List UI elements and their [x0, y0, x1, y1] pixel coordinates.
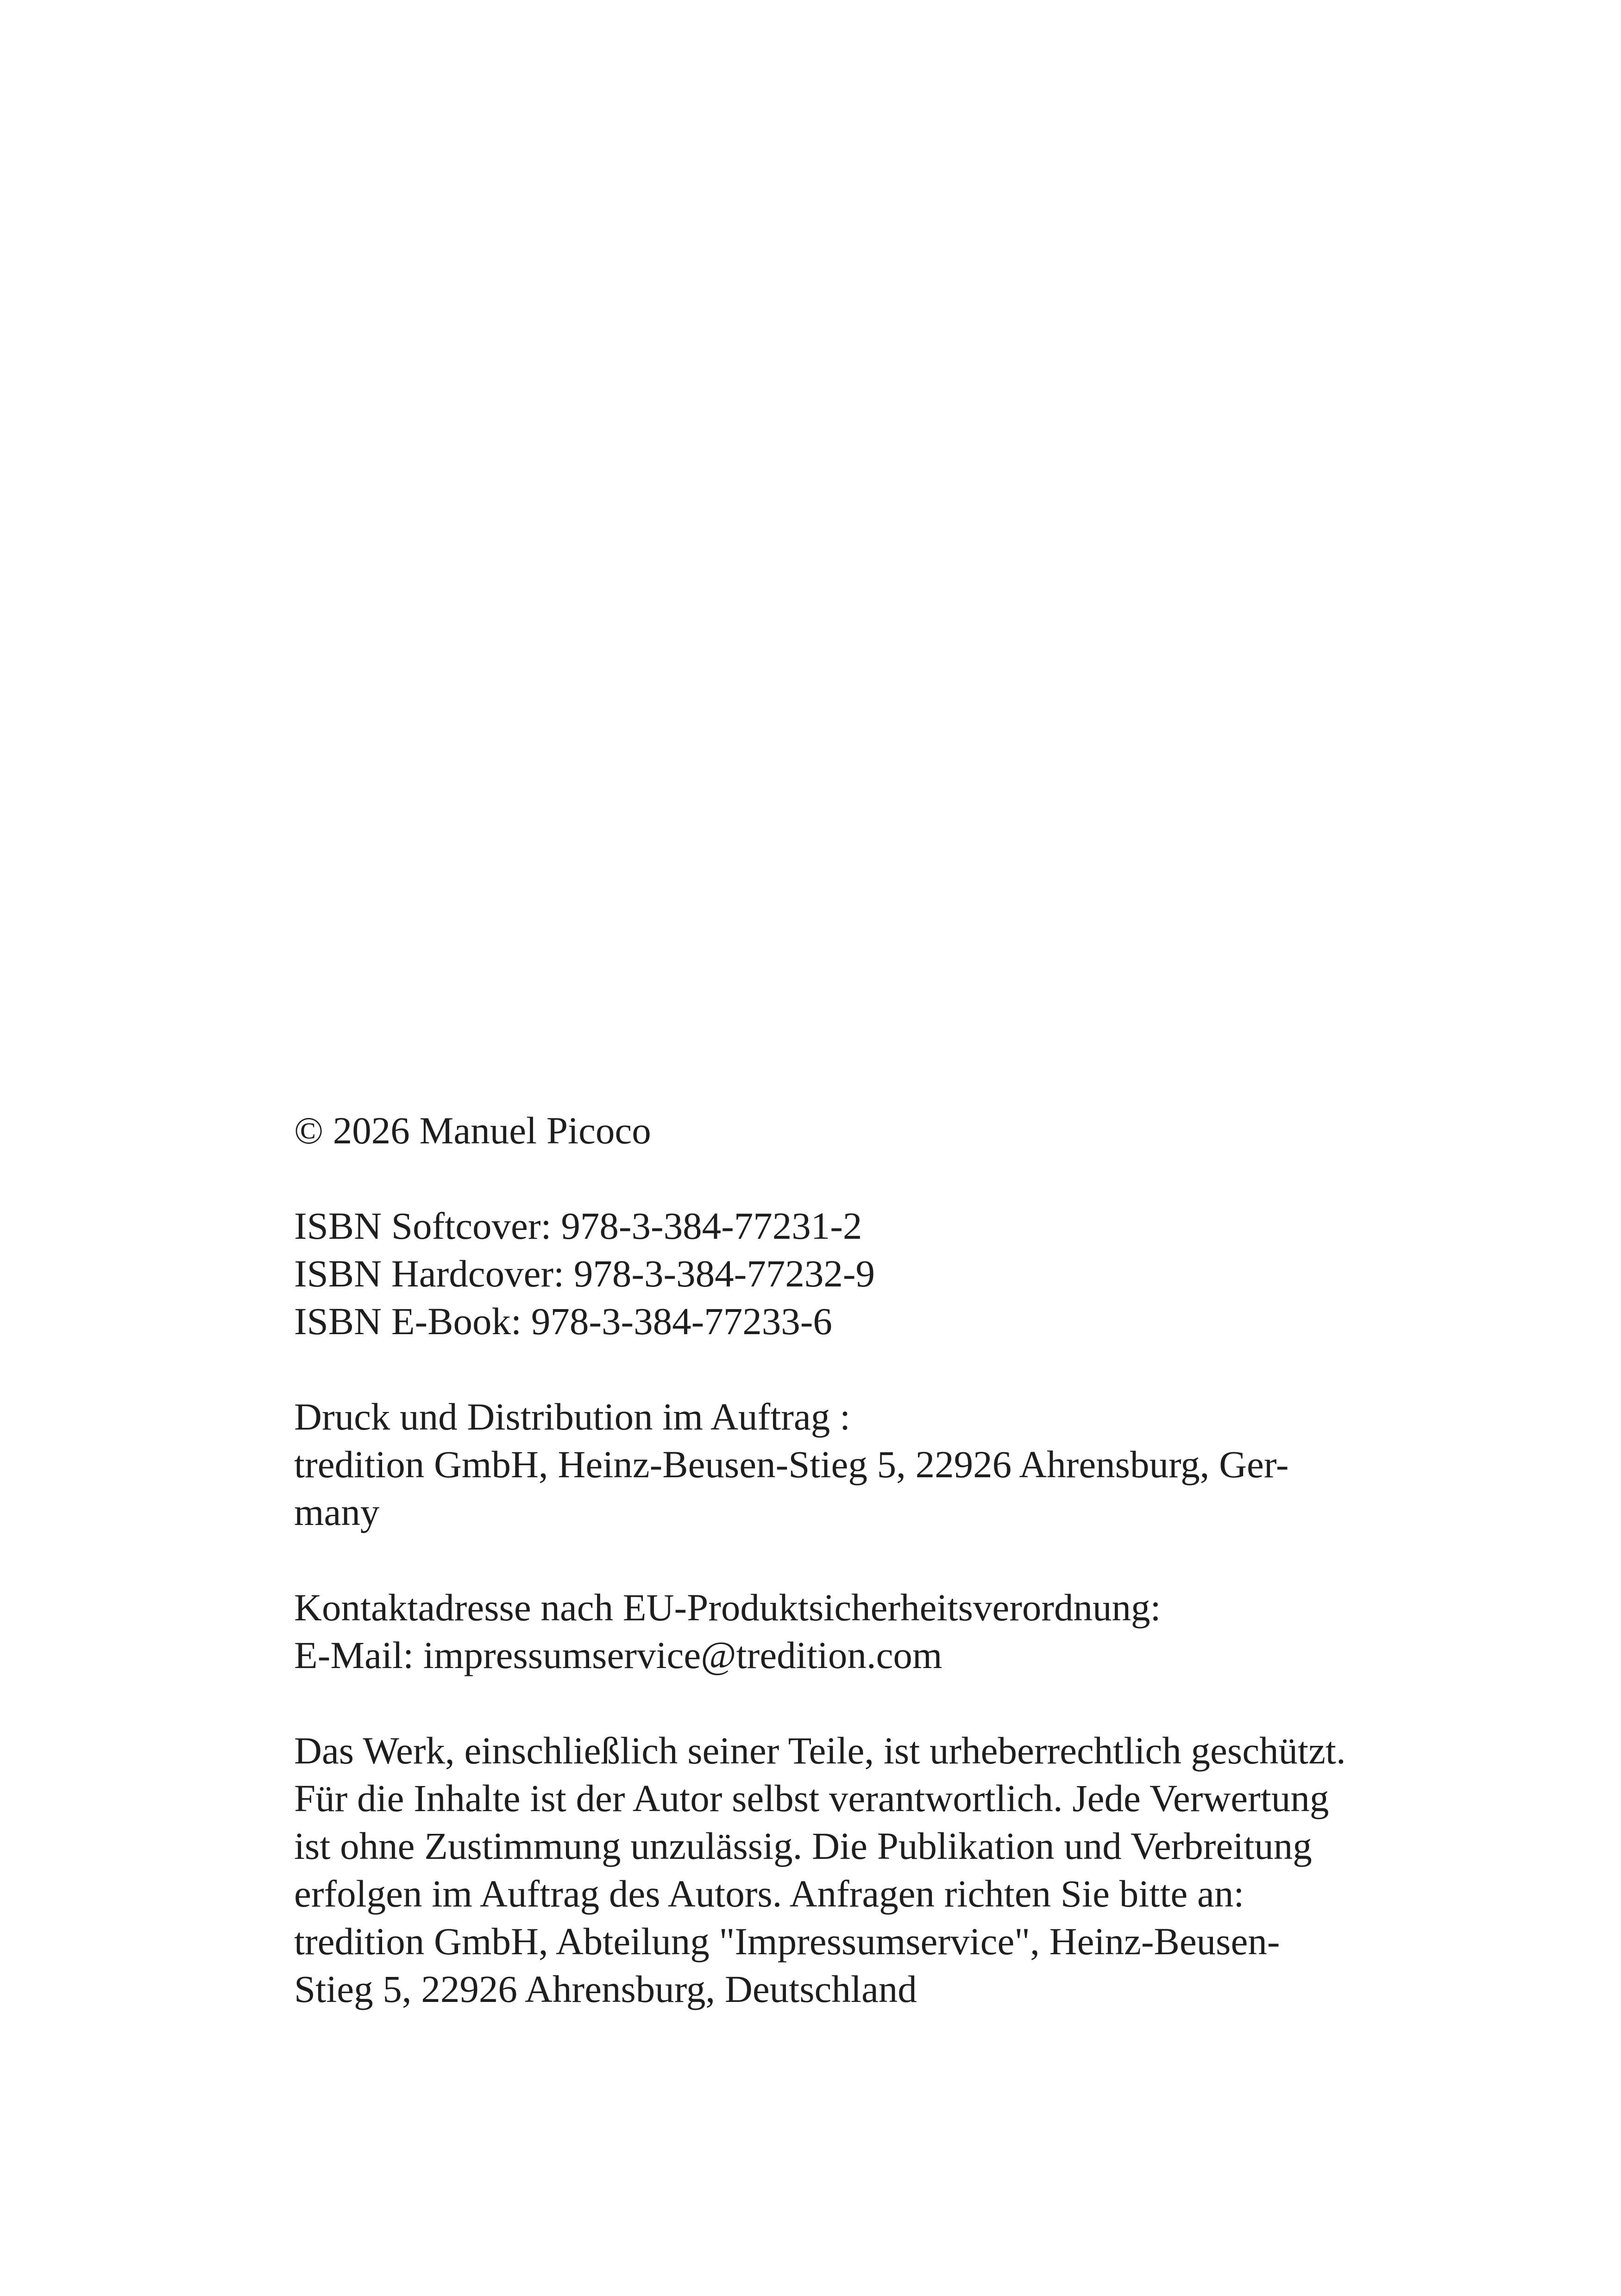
legal-line-4: erfolgen im Auftrag des Autors. Anfragen richten Sie bitte an: [294, 1872, 1244, 1915]
legal-line-1: Das Werk, einschließlich seiner Teile, ist urheberrechtlich geschützt. [294, 1729, 1346, 1772]
contact-heading: Kontaktadresse nach EU-Produktsicherheitsverordnung: [294, 1586, 1161, 1629]
distribution-address: tredition GmbH, Heinz-Beusen-Stieg 5, 22926 Ahrensburg, Ger- [294, 1443, 1289, 1486]
isbn-softcover: ISBN Softcover: 978-3-384-77231-2 [294, 1204, 862, 1247]
imprint-page [294, 1107, 1433, 2061]
isbn-hardcover: ISBN Hardcover: 978-3-384-77232-9 [294, 1252, 875, 1295]
contact-email: E-Mail: impressumservice@tredition.com [294, 1634, 942, 1676]
distribution-block [294, 1393, 1433, 1536]
legal-line-2: Für die Inhalte ist der Autor selbst verantwortlich. Jede Verwertung [294, 1777, 1329, 1819]
legal-line-6: Stieg 5, 22926 Ahrensburg, Deutschland [294, 1968, 917, 2010]
copyright-block [294, 1107, 1433, 1154]
isbn-ebook: ISBN E-Book: 978-3-384-77233-6 [294, 1300, 832, 1342]
legal-notice-block [294, 1727, 1433, 2013]
legal-line-5: tredition GmbH, Abteilung "Impressumservice", Heinz-Beusen- [294, 1920, 1280, 1963]
distribution-address-continued: many [294, 1491, 380, 1533]
contact-block [294, 1584, 1433, 1679]
legal-line-3: ist ohne Zustimmung unzulässig. Die Publikation und Verbreitung [294, 1825, 1312, 1867]
isbn-block [294, 1202, 1433, 1345]
copyright-notice: © 2026 Manuel Picoco [294, 1109, 651, 1152]
distribution-heading: Druck und Distribution im Auftrag : [294, 1395, 851, 1438]
